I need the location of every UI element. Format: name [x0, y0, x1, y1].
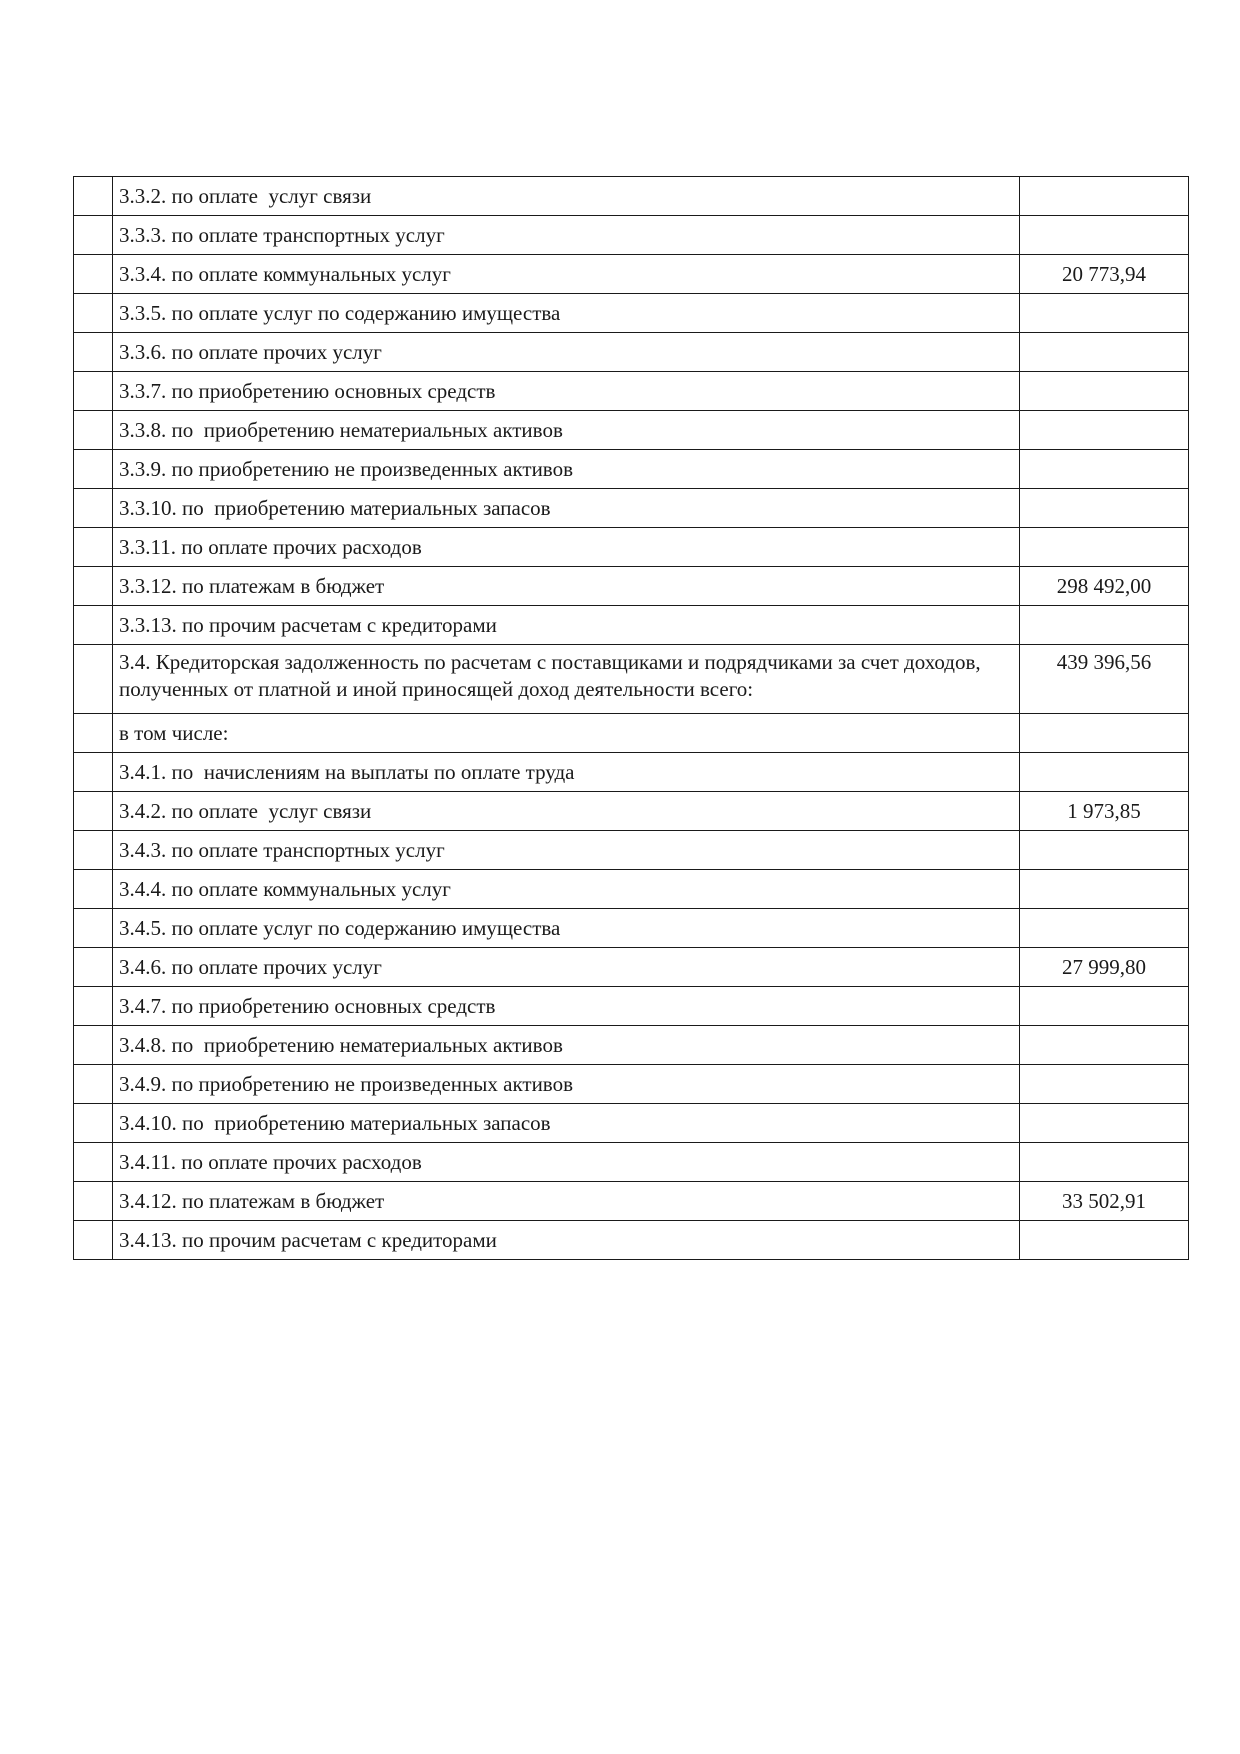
- row-description: 3.4.7. по приобретению основных средств: [113, 987, 1020, 1026]
- row-amount: [1020, 528, 1189, 567]
- row-number-cell: [74, 987, 113, 1026]
- row-number-cell: [74, 177, 113, 216]
- table-row: [74, 528, 1189, 567]
- row-number-cell: [74, 1026, 113, 1065]
- table-row: [74, 948, 1189, 987]
- row-amount: [1020, 1065, 1189, 1104]
- row-description: 3.3.2. по оплате услуг связи: [113, 177, 1020, 216]
- table-row: [74, 831, 1189, 870]
- row-description: 3.3.9. по приобретению не произведенных активов: [113, 450, 1020, 489]
- row-description: 3.4.11. по оплате прочих расходов: [113, 1143, 1020, 1182]
- table-row: [74, 177, 1189, 216]
- row-amount: [1020, 216, 1189, 255]
- row-description: 3.4.12. по платежам в бюджет: [113, 1182, 1020, 1221]
- liabilities-table-body: [74, 177, 1189, 1260]
- table-row-total: [74, 645, 1189, 714]
- row-amount: [1020, 489, 1189, 528]
- table-row: [74, 333, 1189, 372]
- row-description: 3.3.6. по оплате прочих услуг: [113, 333, 1020, 372]
- row-amount: [1020, 753, 1189, 792]
- row-amount: [1020, 372, 1189, 411]
- table-row: [74, 792, 1189, 831]
- table-row: [74, 1143, 1189, 1182]
- row-number-cell: [74, 528, 113, 567]
- row-number-cell: [74, 645, 113, 714]
- table-row: [74, 567, 1189, 606]
- table-row: [74, 216, 1189, 255]
- row-number-cell: [74, 450, 113, 489]
- row-description: 3.4.1. по начислениям на выплаты по оплате труда: [113, 753, 1020, 792]
- row-number-cell: [74, 333, 113, 372]
- row-number-cell: [74, 948, 113, 987]
- row-amount: [1020, 177, 1189, 216]
- row-description: 3.4.13. по прочим расчетам с кредиторами: [113, 1221, 1020, 1260]
- row-amount: [1020, 411, 1189, 450]
- row-description: 3.4.9. по приобретению не произведенных активов: [113, 1065, 1020, 1104]
- row-amount: [1020, 606, 1189, 645]
- row-amount: [1020, 831, 1189, 870]
- row-amount: 27 999,80: [1020, 948, 1189, 987]
- row-amount: [1020, 714, 1189, 753]
- table-row: [74, 1065, 1189, 1104]
- table-row: [74, 1026, 1189, 1065]
- row-amount: 439 396,56: [1020, 645, 1189, 714]
- table-row: [74, 870, 1189, 909]
- row-description: 3.3.4. по оплате коммунальных услуг: [113, 255, 1020, 294]
- table-row: [74, 255, 1189, 294]
- row-amount: 298 492,00: [1020, 567, 1189, 606]
- row-number-cell: [74, 372, 113, 411]
- row-number-cell: [74, 216, 113, 255]
- row-number-cell: [74, 909, 113, 948]
- row-number-cell: [74, 1182, 113, 1221]
- row-description: 3.3.11. по оплате прочих расходов: [113, 528, 1020, 567]
- table-row: [74, 753, 1189, 792]
- row-number-cell: [74, 1143, 113, 1182]
- table-row: [74, 372, 1189, 411]
- row-number-cell: [74, 714, 113, 753]
- row-description: 3.3.8. по приобретению нематериальных активов: [113, 411, 1020, 450]
- row-number-cell: [74, 1065, 113, 1104]
- row-description: 3.3.10. по приобретению материальных запасов: [113, 489, 1020, 528]
- row-number-cell: [74, 753, 113, 792]
- liabilities-table: [73, 176, 1189, 1260]
- table-row: [74, 1221, 1189, 1260]
- row-amount: [1020, 909, 1189, 948]
- row-number-cell: [74, 489, 113, 528]
- row-amount: 1 973,85: [1020, 792, 1189, 831]
- table-row: [74, 909, 1189, 948]
- row-amount: [1020, 1026, 1189, 1065]
- row-number-cell: [74, 1104, 113, 1143]
- row-number-cell: [74, 831, 113, 870]
- table-row: [74, 987, 1189, 1026]
- table-row: [74, 1104, 1189, 1143]
- row-amount: [1020, 1104, 1189, 1143]
- row-amount: [1020, 870, 1189, 909]
- row-description: 3.3.13. по прочим расчетам с кредиторами: [113, 606, 1020, 645]
- table-row: [74, 489, 1189, 528]
- row-description: 3.4.8. по приобретению нематериальных активов: [113, 1026, 1020, 1065]
- row-amount: [1020, 1221, 1189, 1260]
- row-number-cell: [74, 792, 113, 831]
- row-description: 3.4.5. по оплате услуг по содержанию имущества: [113, 909, 1020, 948]
- row-number-cell: [74, 870, 113, 909]
- row-description: 3.4. Кредиторская задолженность по расчетам с поставщиками и подрядчиками за счет доходов, полученных от платной и иной приносящей доход деятельности всего:: [113, 645, 1020, 714]
- row-description: 3.3.12. по платежам в бюджет: [113, 567, 1020, 606]
- row-amount: [1020, 1143, 1189, 1182]
- row-description: 3.3.7. по приобретению основных средств: [113, 372, 1020, 411]
- row-number-cell: [74, 606, 113, 645]
- row-amount: [1020, 294, 1189, 333]
- row-number-cell: [74, 567, 113, 606]
- row-description: 3.4.2. по оплате услуг связи: [113, 792, 1020, 831]
- table-row: [74, 714, 1189, 753]
- row-amount: [1020, 987, 1189, 1026]
- row-number-cell: [74, 294, 113, 333]
- row-description: 3.3.3. по оплате транспортных услуг: [113, 216, 1020, 255]
- row-amount: [1020, 450, 1189, 489]
- row-description: 3.3.5. по оплате услуг по содержанию имущества: [113, 294, 1020, 333]
- table-row: [74, 411, 1189, 450]
- row-number-cell: [74, 411, 113, 450]
- row-number-cell: [74, 1221, 113, 1260]
- row-description: 3.4.3. по оплате транспортных услуг: [113, 831, 1020, 870]
- row-description: в том числе:: [113, 714, 1020, 753]
- row-amount: 20 773,94: [1020, 255, 1189, 294]
- table-row: [74, 606, 1189, 645]
- row-amount: 33 502,91: [1020, 1182, 1189, 1221]
- row-description: 3.4.4. по оплате коммунальных услуг: [113, 870, 1020, 909]
- table-row: [74, 450, 1189, 489]
- table-row: [74, 1182, 1189, 1221]
- row-description: 3.4.10. по приобретению материальных запасов: [113, 1104, 1020, 1143]
- row-amount: [1020, 333, 1189, 372]
- row-description: 3.4.6. по оплате прочих услуг: [113, 948, 1020, 987]
- table-row: [74, 294, 1189, 333]
- row-number-cell: [74, 255, 113, 294]
